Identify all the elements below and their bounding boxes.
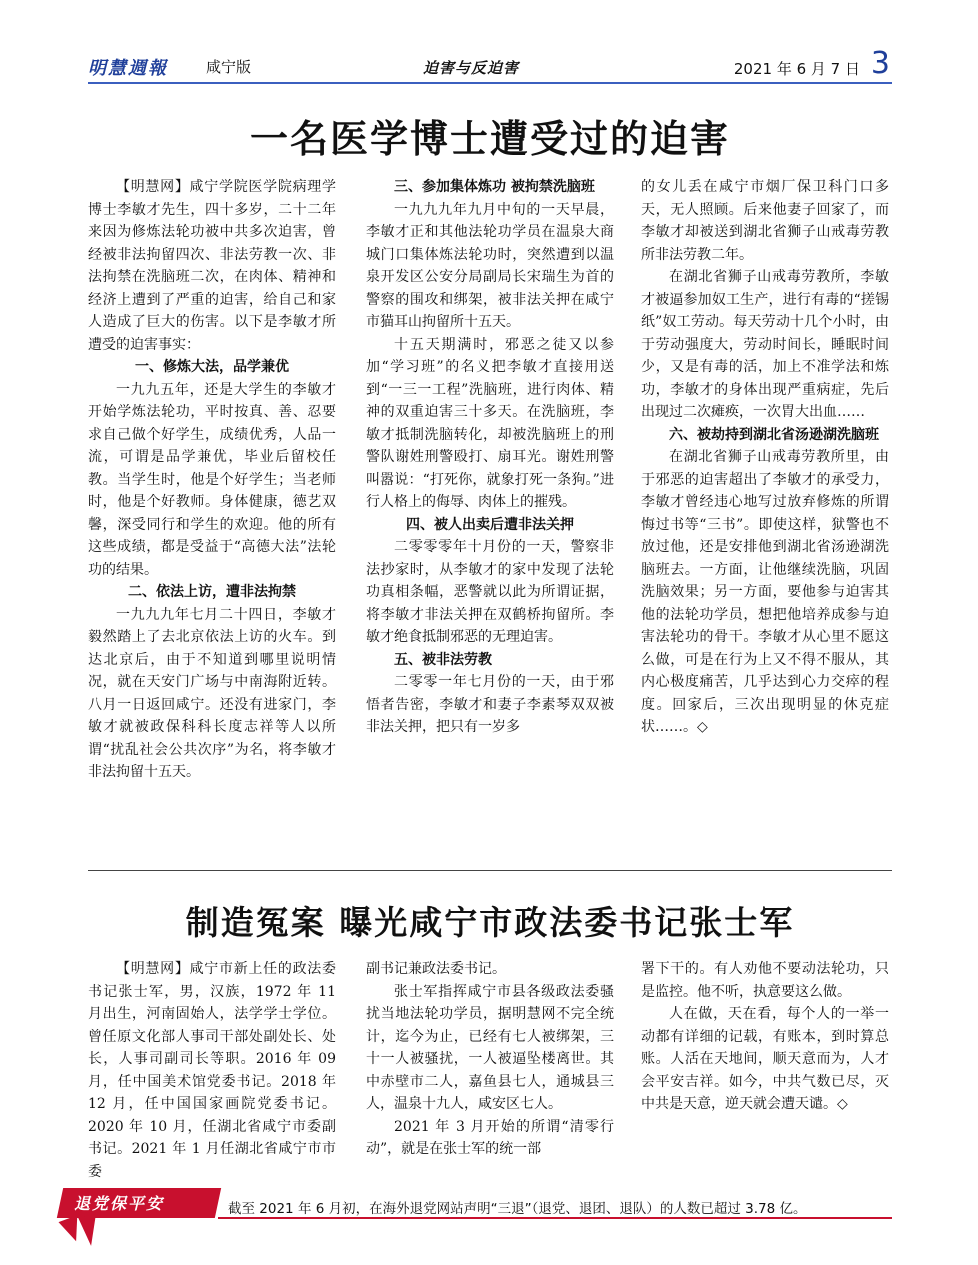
article1-paragraph-4: 二零零零年十月份的一天，警察非法抄家时，从李敏才的家中发现了法轮功真相条幅，恶警就以此为所谓证据，将李敏才非法关押在双鹤桥拘留所。李敏才绝食抵制邪恶的无理迫害。 (366, 539, 614, 645)
header-rule (88, 82, 892, 84)
article2-paragraph-1: 【明慧网】咸宁市新上任的政法委书记张士军，男，汉族，1972 年 11 月出生，河南固始人，法学学士学位。曾任原文化部人事司干部处副处长、处长，人事司副司长等职。2016 年 09 月，任中国美术馆党委书记。2018 年 12 月，任中国国家画院党委书记。2020 年 10 月，任湖北省咸宁市委副书记。2021 年 1 月任湖北省咸宁市市委 (88, 961, 336, 1180)
footer-rule (218, 1217, 892, 1219)
article1-intro: 【明慧网】咸宁学院医学院病理学博士李敏才先生，四十多岁，二十二年来因为修炼法轮功被中共多次迫害，曾经被非法拘留四次、非法劳教一次、非法拘禁在洗脑班二次，在肉体、精神和经济上遭到了严重的迫害，给自己和家人造成了巨大的伤害。以下是李敏才所遭受的迫害事实： (88, 179, 336, 353)
section-label: 迫害与反迫害 (423, 59, 520, 77)
article2-paragraph-4: 人在做，天在看，每个人的一举一动都有详细的记载，有账本，到时算总账。人活在天地间，顺天意而为，人才会平安吉祥。如今，中共气数已尽，灭中共是天意，逆天就会遭天谴。◇ (641, 1006, 889, 1112)
article1-paragraph-5-continued: 的女儿丢在咸宁市烟厂保卫科门口多天，无人照顾。后来他妻子回家了，而李敏才却被送到湖北省狮子山戒毒劳教所非法劳教二年。 (641, 179, 889, 263)
article1-paragraph-6: 在湖北省狮子山戒毒劳教所里，由于邪恶的迫害超出了李敏才的承受力，李敏才曾经违心地写过放弃修炼的所谓悔过书等“三书”。即使这样，狱警也不放过他，还是安排他到湖北省汤逊湖洗脑班去。一方面，让他继续洗脑，巩固洗脑效果；另一方面，要他参与迫害其他的法轮功学员，想把他培养成参与迫害法轮功的骨干。李敏才从心里不愿这么做，可是在行为上又不得不服从，其内心极度痛苦，几乎达到心力交瘁的程度。回家后，三次出现明显的休克症状……。◇ (641, 449, 889, 735)
article2-column-2 (366, 958, 614, 1161)
footer-ticker: 截至 2021 年 6 月初，在海外退党网站声明“三退”（退党、退团、退队）的人数已超过 3.78 亿。 (228, 1201, 807, 1217)
article1-column-3 (641, 176, 889, 739)
page-header (88, 46, 892, 86)
article1-heading-6: 六、被劫持到湖北省汤逊湖洗脑班 (669, 426, 879, 443)
footer-banner-text: 退党保平安 (74, 1194, 165, 1213)
article1-column-2 (366, 176, 614, 739)
article1-paragraph-3b: 十五天期满时，邪恶之徒又以参加“学习班”的名义把李敏才直接用送到“一三一工程”洗脑班，进行肉体、精神的双重迫害三十多天。在洗脑班，李敏才抵制洗脑转化，却被洗脑班上的刑警队谢姓刑警殴打、扇耳光。谢姓刑警叫嚣说：“打死你，就象打死一条狗。”进行人格上的侮辱、肉体上的摧残。 (366, 336, 614, 510)
banner-ribbon-right (78, 1215, 100, 1247)
article1-heading-1: 一、修炼大法，品学兼优 (135, 359, 289, 375)
masthead: 明慧週報 (88, 58, 168, 79)
article2-paragraph-3-continued: 署下干的。有人劝他不要动法轮功，只是监控。他不听，执意要这么做。 (641, 961, 889, 1000)
article1-paragraph-1: 一九九五年，还是大学生的李敏才开始学炼法轮功，平时按真、善、忍要求自己做个好学生，成绩优秀，人品一流，可谓是品学兼优，毕业后留校任教。当学生时，他是个好学生；当老师时，他是个好教师。身体健康，德艺双馨，深受同行和学生的欢迎。他的所有这些成绩，都是受益于“高德大法”法轮功的结果。 (88, 381, 336, 578)
article2-column-3 (641, 958, 889, 1116)
article2-title: 制造冤案 曝光咸宁市政法委书记张士军 (185, 903, 795, 942)
page-number: 3 (870, 46, 890, 81)
article1-heading-4: 四、被人出卖后遭非法关押 (406, 516, 574, 533)
article1-heading-2: 二、依法上访，遭非法拘禁 (128, 584, 296, 600)
article2-column-1 (88, 958, 336, 1183)
article-divider (88, 870, 892, 871)
article1-paragraph-5b: 在湖北省狮子山戒毒劳教所，李敏才被逼参加奴工生产，进行有毒的“搓锡纸”奴工劳动。每天劳动十几个小时，由于劳动强度大，劳动时间长，睡眠时间少，又是有毒的活，加上不准学法和炼功，李敏才的身体出现严重病症，先后出现过二次瘫痪，一次胃大出血…… (641, 269, 889, 420)
issue-date: 2021 年 6 月 7 日 (733, 60, 860, 78)
article2-paragraph-1-continued: 副书记兼政法委书记。 (366, 961, 506, 977)
article2-paragraph-2: 张士军指挥咸宁市县各级政法委骚扰当地法轮功学员，据明慧网不完全统计，迄今为止，已经有七人被绑架，三十一人被骚扰，一人被逼坠楼离世。其中赤壁市二人，嘉鱼县七人，通城县三人，温泉十九人，咸安区七人。 (366, 983, 614, 1112)
edition-label: 咸宁版 (206, 58, 252, 76)
article1-heading-3: 三、参加集体炼功 被拘禁洗脑班 (394, 179, 595, 195)
article1-paragraph-3a: 一九九九年九月中旬的一天早晨，李敏才正和其他法轮功学员在温泉大商城门口集体炼法轮功时，突然遭到以温泉开发区公安分局副局长宋瑞生为首的警察的围攻和绑架，被非法关押在咸宁市猫耳山拘留所十五天。 (366, 201, 614, 330)
article1-paragraph-2: 一九九九年七月二十四日，李敏才毅然踏上了去北京依法上访的火车。到达北京后，由于不知道到哪里说明情况，就在天安门广场与中南海附近转。八月一日返回咸宁。还没有进家门，李敏才就被政保科科长度志祥等人以所谓“扰乱社会公共次序”为名，将李敏才非法拘留十五天。 (88, 606, 336, 780)
article1-column-1 (88, 176, 336, 784)
article1-heading-5: 五、被非法劳教 (394, 651, 492, 668)
article1-paragraph-5: 二零零一年七月份的一天，由于邪悟者告密，李敏才和妻子李素琴双双被非法关押，把只有一岁多 (366, 674, 614, 735)
article2-paragraph-3: 2021 年 3 月开始的所谓“清零行动”，就是在张士军的统一部 (366, 1118, 614, 1157)
article1-title: 一名医学博士遭受过的迫害 (249, 117, 730, 161)
